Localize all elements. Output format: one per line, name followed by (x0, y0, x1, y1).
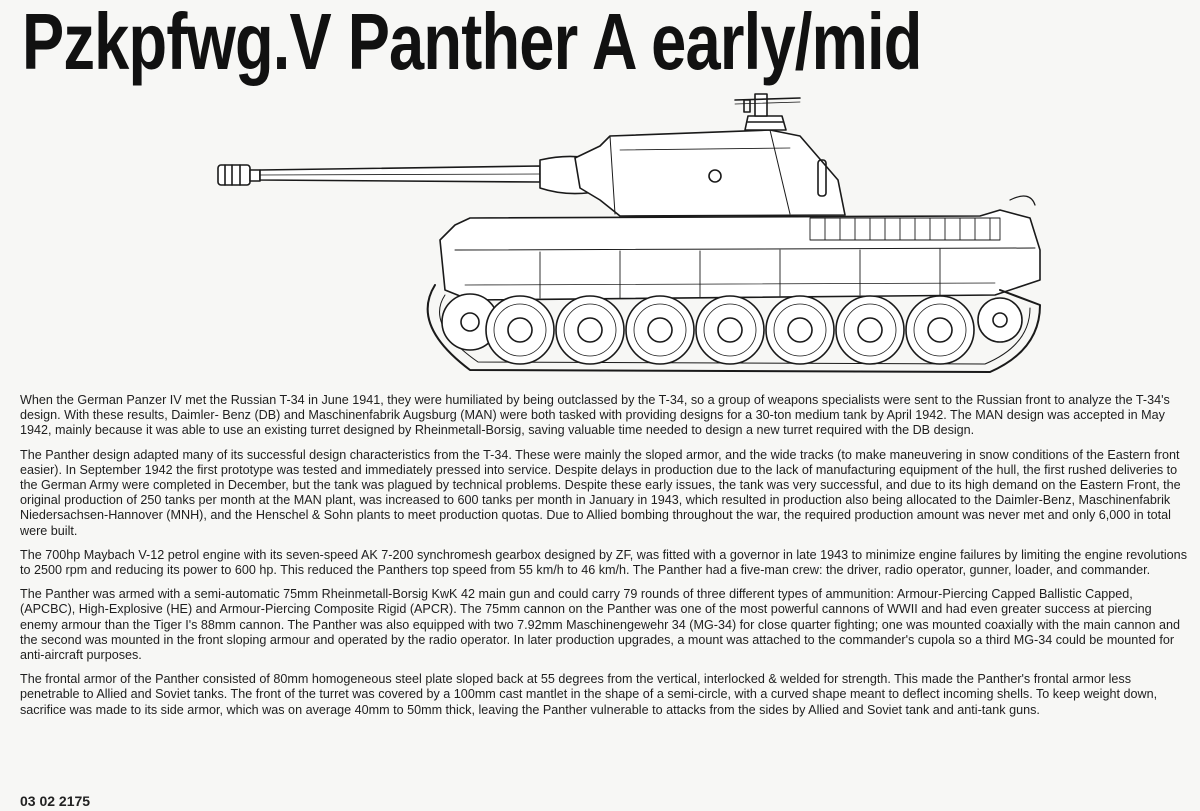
paragraph: The Panther design adapted many of its successful design characteristics from the T-34. These were mainly the sloped armor, and the wide tracks (to make maneuvering in snow conditions of the Eastern front easier). In September 1942 the first prototype was tested and immediately pressed into service. Despite delays in production due to the lack of manufacturing equipment of the hull, the first rushed deliveries to the German Army were completed in December, but the tank was plagued by technical problems. Despite these early issues, the tank was very successful, and due to its high demand on the Eastern Front, the original production of 250 tanks per month at the MAN plant, was increased to 600 tanks per month in January in 1943, which resulted in production also being allocated to the Daimler-Benz, Maschinenfabrik Niedersachsen-Hannover (MNH), and the Henschel & Sohn plants to meet production quotas. Due to Allied bombing throughout the war, the required production amount was never met and only 6,000 in total were built. (20, 447, 1181, 538)
paragraph: The Panther was armed with a semi-automatic 75mm Rheinmetall-Borsig KwK 42 main gun and could carry 79 rounds of three different types of ammunition: Armour-Piercing Capped Ballistic Capped, (APCBC), High-Explosive (HE) and Armour-Piercing Composite Rigid (APCR). The 75mm cannon on the Panther was one of the most powerful cannons of WWII and had even greater success at piercing enemy armour than the Tiger I's 88mm cannon. The Panther was also equipped with two 7.92mm Maschinengewehr 34 (MG-34) for close quarter fighting; one was mounted coaxially with the main cannon and the second was mounted in the front sloping armour and operated by the radio operator. In later production upgrades, a mount was attached to the commander's cupola so a third MG-34 could be mounted for anti-aircraft purposes. (20, 587, 1181, 663)
product-code: 03 02 2175 (20, 793, 91, 809)
turret (575, 94, 845, 216)
paragraph: The 700hp Maybach V-12 petrol engine with its seven-speed AK 7-200 synchromesh gearbox designed by ZF, was fitted with a governor in late 1943 to minimize engine failures by limiting the engine revolutions to 2500 rpm and reducing its power to 600 hp. This reduced the Panthers top speed from 55 km/h to 46 km/h. The Panther had a five-man crew: the driver, radio operator, gunner, loader, and commander. (20, 547, 1187, 578)
history-text (20, 393, 1188, 727)
page-title: Pzkpfwg.V Panther A early/mid (22, 0, 922, 86)
paragraph: The frontal armor of the Panther consisted of 80mm homogeneous steel plate sloped back at 55 degrees from the vertical, interlocked & welded for strength. This made the Panther's frontal armor less penetrable to Allied and Soviet tanks. The front of the turret was covered by a 100mm cast mantlet in the shape of a semi-circle, with a curved shape meant to deflect incoming shells. To keep weight down, sacrifice was made to its side armor, which was on average 40mm to 50mm thick, leaving the Panther vulnerable to attacks from the sides by Allied and Soviet tank and anti-tank guns. (20, 672, 1158, 717)
main-gun (218, 156, 605, 193)
panther-tank-illustration (0, 90, 1200, 390)
paragraph: When the German Panzer IV met the Russian T-34 in June 1941, they were humiliated by being outclassed by the T-34, so a group of weapons specialists were sent to the Russian front to analyze the T-34's design. With these results, Daimler- Benz (DB) and Maschinenfabrik Augsburg (MAN) were both tasked with providing designs for a 30-ton medium tank by April 1942. The MAN design was accepted in May 1942, mainly because it was able to use an existing turret designed by Rheinmetall-Borsig, saving valuable time needed to design a new turret required with the DB design. (20, 393, 1170, 438)
